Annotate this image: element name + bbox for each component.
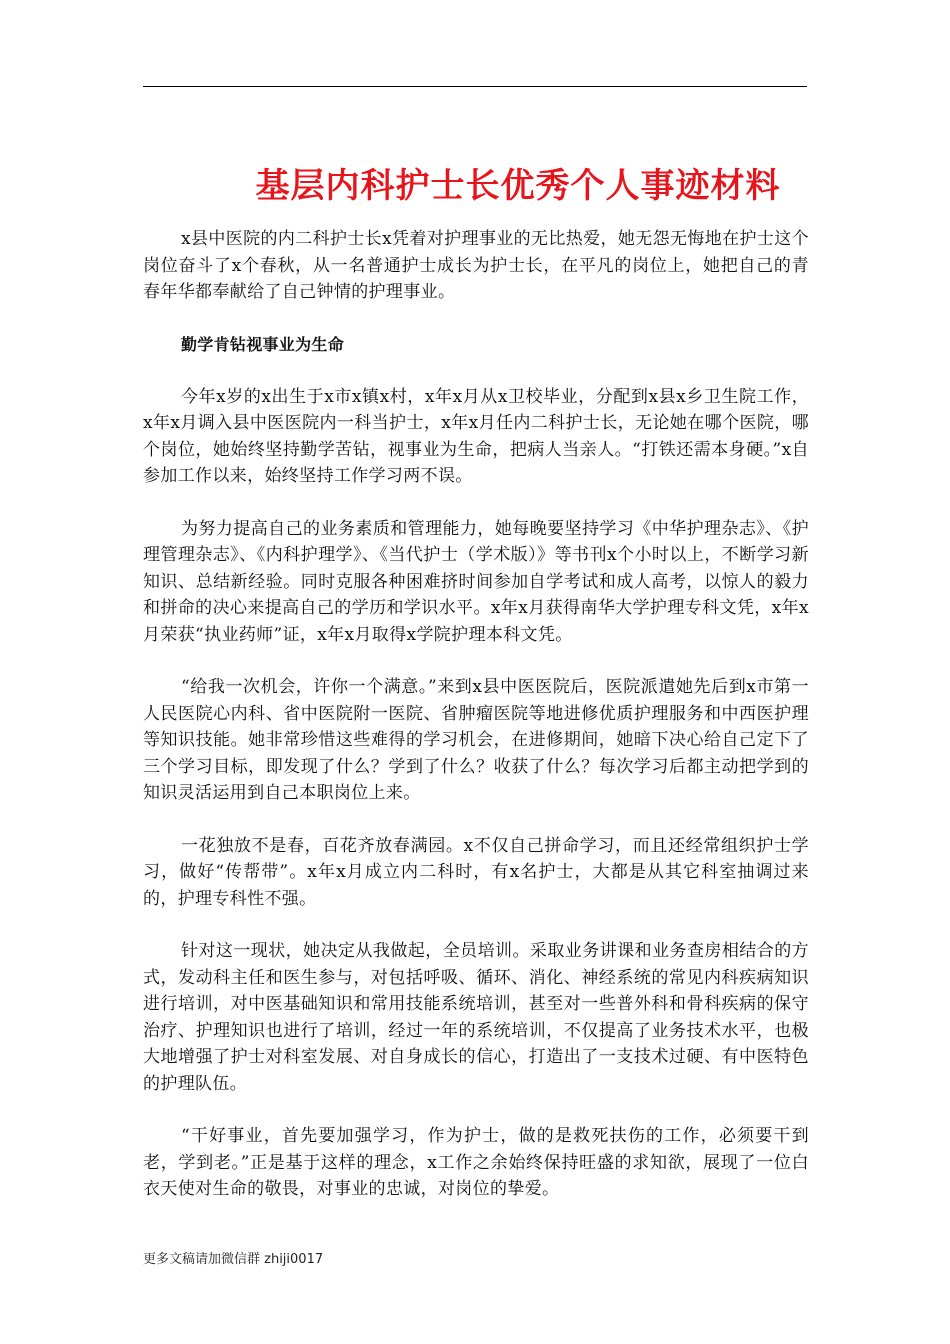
document-body [143, 226, 809, 1229]
body-paragraph: 针对这一现状，她决定从我做起，全员培训。采取业务讲课和业务查房相结合的方式，发动科主任和医生参与，对包括呼吸、循环、消化、神经系统的常见内科疾病知识进行培训，对中医基础知识和常用技能系统培训，甚至对一些普外科和骨科疾病的保守治疗、护理知识也进行了培训，经过一年的系统培训，不仅提高了业务技术水平，也极大地增强了护士对科室发展、对自身成长的信心，打造出了一支技术过硬、有中医特色的护理队伍。 [143, 941, 809, 1094]
body-paragraph: 一花独放不是春，百花齐放春满园。x不仅自己拼命学习，而且还经常组织护士学习，做好“传帮带”。x年x月成立内二科时，有x名护士，大都是从其它科室抽调过来的，护理专科性不强。 [143, 835, 809, 909]
header-rule [143, 86, 807, 87]
page-footer: 更多文稿请加微信群 zhiji0017 [143, 1252, 324, 1267]
body-paragraph: “干好事业，首先要加强学习，作为护士，做的是救死扶伤的工作，必须要干到老，学到老。”正是基于这样的理念，x工作之余始终保持旺盛的求知欲，展现了一位白衣天使对生命的敬畏，对事业的忠诚，对岗位的挚爱。 [143, 1126, 809, 1199]
body-paragraph: “给我一次机会，许你一个满意。”来到x县中医医院后，医院派遣她先后到x市第一人民医院心内科、省中医院附一医院、省肿瘤医院等地进修优质护理服务和中西医护理等知识技能。她非常珍惜这些难得的学习机会，在进修期间，她暗下决心给自己定下了三个学习目标，即发现了什么？学到了什么？收获了什么？每次学习后都主动把学到的知识灵活运用到自己本职岗位上来。 [143, 677, 809, 803]
intro-paragraph: x县中医院的内二科护士长x凭着对护理事业的无比热爱，她无怨无悔地在护士这个岗位奋斗了x个春秋，从一名普通护士成长为护士长，在平凡的岗位上，她把自己的青春年华都奉献给了自己钟情的护理事业。 [143, 229, 809, 302]
section-heading: 勤学肯钻视事业为生命 [181, 334, 345, 354]
body-paragraph: 为努力提高自己的业务素质和管理能力，她每晚要坚持学习《中华护理杂志》、《护理管理杂志》、《内科护理学》、《当代护士（学术版）》等书刊x个小时以上，不断学习新知识、总结新经验。同时克服各种困难挤时间参加自学考试和成人高考，以惊人的毅力和拼命的决心来提高自己的学历和学识水平。x年x月获得南华大学护理专科文凭，x年x月荣获“执业药师”证，x年x月取得x学院护理本科文凭。 [143, 518, 809, 645]
body-paragraph: 今年x岁的x出生于x市x镇x村，x年x月从x卫校毕业，分配到x县x乡卫生院工作，x年x月调入县中医医院内一科当护士，x年x月任内二科护士长，无论她在哪个医院，哪个岗位，她始终坚持勤学苦钻，视事业为生命，把病人当亲人。“打铁还需本身硬。”x自参加工作以来，始终坚持工作学习两不误。 [143, 386, 809, 486]
document-title: 基层内科护士长优秀个人事迹材料 [255, 166, 781, 206]
